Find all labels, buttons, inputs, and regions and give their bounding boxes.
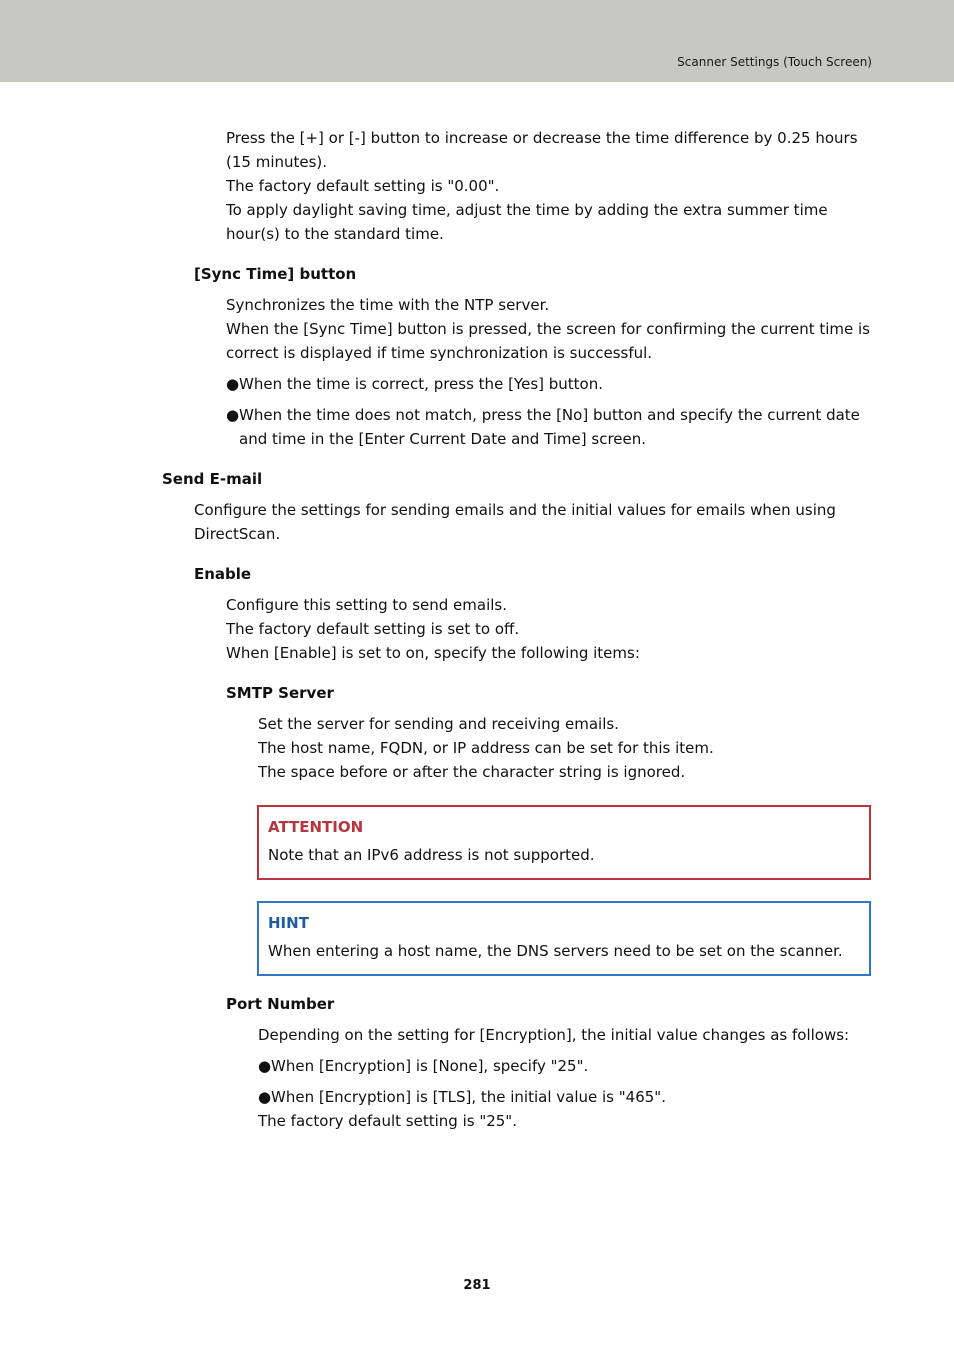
send-email-heading: Send E-mail [162, 470, 263, 488]
header-band [0, 0, 954, 82]
hint-box [257, 901, 871, 976]
intro-paragraph-2: The factory default setting is "0.00". [226, 177, 500, 195]
smtp-paragraph-3: The space before or after the character string is ignored. [258, 763, 686, 781]
smtp-paragraph-2: The host name, FQDN, or IP address can be set for this item. [258, 739, 714, 757]
port-number-heading: Port Number [226, 995, 335, 1013]
enable-paragraph-2: The factory default setting is set to off. [226, 620, 520, 638]
bullet-icon: ● [226, 375, 240, 393]
enable-paragraph-3: When [Enable] is set to on, specify the following items: [226, 644, 640, 662]
port-paragraph-2: The factory default setting is "25". [258, 1112, 517, 1130]
port-bullet-2-text: When [Encryption] is [TLS], the initial value is "465". [271, 1088, 666, 1106]
intro-paragraph-1: Press the [+] or [-] button to increase or decrease the time difference by 0.25 hours (15 minutes). [226, 129, 858, 171]
intro-paragraph-3: To apply daylight saving time, adjust the time by adding the extra summer time hour(s) to the standard time. [226, 201, 828, 243]
enable-paragraph-1: Configure this setting to send emails. [226, 596, 507, 614]
port-paragraph-1: Depending on the setting for [Encryption], the initial value changes as follows: [258, 1026, 850, 1044]
smtp-paragraph-1: Set the server for sending and receiving emails. [258, 715, 619, 733]
sync-bullet-2-text: When the time does not match, press the [No] button and specify the current date and time in the [Enter Current Date and Time] screen. [239, 406, 860, 448]
sync-time-heading: [Sync Time] button [194, 265, 357, 283]
bullet-icon: ● [258, 1057, 272, 1075]
hint-text: When entering a host name, the DNS servers need to be set on the scanner. [268, 942, 843, 960]
enable-heading: Enable [194, 565, 252, 583]
page-number: 281 [463, 1278, 491, 1293]
bullet-icon: ● [226, 406, 240, 424]
sync-paragraph-2: When the [Sync Time] button is pressed, the screen for confirming the current time is correct is displayed if time synchronization is successful. [226, 320, 870, 362]
attention-text: Note that an IPv6 address is not supported. [268, 846, 595, 864]
email-paragraph-1: Configure the settings for sending emails and the initial values for emails when using DirectScan. [194, 501, 836, 543]
smtp-server-heading: SMTP Server [226, 684, 334, 702]
hint-label: HINT [268, 914, 309, 932]
header-title: Scanner Settings (Touch Screen) [677, 55, 872, 69]
attention-label: ATTENTION [268, 818, 364, 836]
sync-bullet-1-text: When the time is correct, press the [Yes] button. [239, 375, 603, 393]
attention-box [257, 805, 871, 880]
sync-paragraph-1: Synchronizes the time with the NTP server. [226, 296, 550, 314]
port-bullet-1-text: When [Encryption] is [None], specify "25". [271, 1057, 589, 1075]
bullet-icon: ● [258, 1088, 272, 1106]
